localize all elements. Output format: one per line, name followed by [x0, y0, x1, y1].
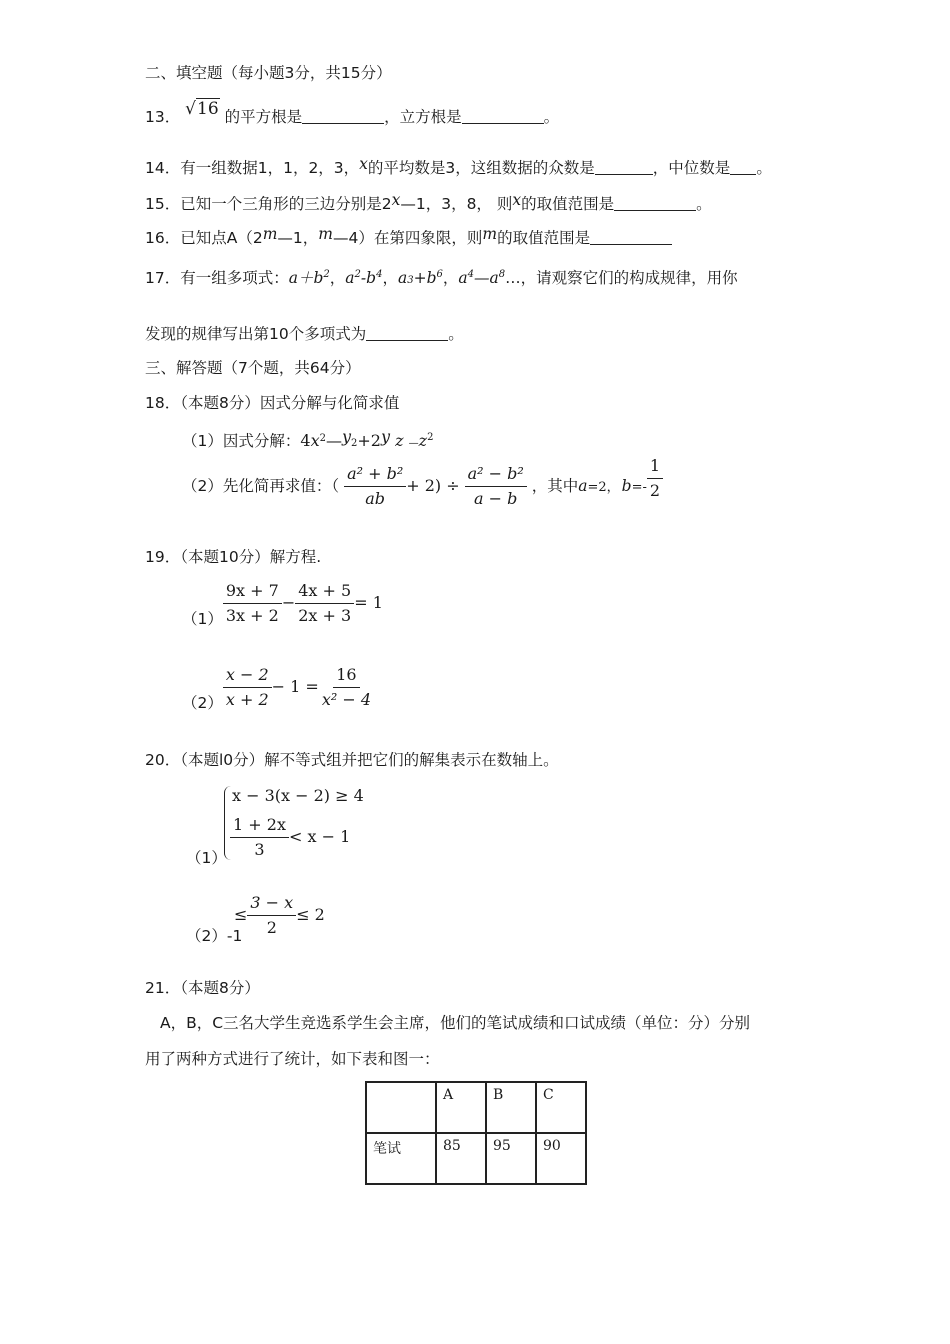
q15-blank-range[interactable]: [614, 196, 696, 211]
fraction-4x5-over-2x3: $\frac{4x + 5}{2x + 3}$: [295, 581, 354, 626]
table-header-row: [366, 1082, 586, 1133]
question-14: 14．有一组数据1，1，2，3，x的平均数是3，这组数据的众数是 ，中位数是 。: [145, 155, 772, 177]
q13-blank-cube-root[interactable]: [462, 109, 544, 124]
q14-blank-mode[interactable]: [595, 160, 653, 175]
question-19-part2: （2） $\frac{x - 2}{x + 2}$ − 1 = $\frac{16}{\text{x² − 4}}$: [182, 662, 374, 712]
poly-2: $a^2-b^4$: [345, 269, 383, 287]
question-17-line2: 发现的规律写出第10个多项式为 。: [145, 325, 464, 343]
question-17: 17．有一组多项式：$a+b^2$，$a^2-b^4$，$a3+b^6$，$a^4—a^8\dots$，请观察它们的构成规律，用你: [145, 269, 738, 287]
poly-1: $a+b^2$: [288, 269, 330, 287]
fraction-a2-plus-b2-over-ab: $\frac{\text{a² + b²}}{ab}$: [344, 464, 406, 509]
sqrt-16: √16: [185, 99, 219, 119]
fraction-one-half: $\frac{1}{2}$: [647, 456, 663, 501]
q17-blank-10th-polynomial[interactable]: [366, 326, 448, 341]
q14-blank-median[interactable]: [730, 160, 756, 175]
question-18-part2: （2）先化简再求值：（ $\frac{\text{a² + b²}}{ab}$ + 2) ÷ $\frac{\text{a² − b²}}{a - b}$ ，其中a=2， b=- $\frac{1}{2}$: [182, 462, 663, 512]
question-20-part1-label: （1）: [186, 849, 227, 867]
question-15: 15．已知一个三角形的三边分别是2x—1，3，8， 则x的取值范围是 。: [145, 191, 712, 213]
question-20-header: 20．（本题l0分）解不等式组并把它们的解集表示在数轴上。: [145, 751, 559, 769]
question-21-header: 21．（本题8分）: [145, 979, 260, 997]
table-row-label: 笔试: [366, 1133, 436, 1184]
fraction-16-over-x2-minus-4: $\frac{16}{\text{x² − 4}}$: [321, 665, 372, 709]
question-20-part2-label: （2）-1: [186, 927, 243, 945]
inequality-compound: ≤ $\frac{3 - x}{2}$ ≤ 2: [234, 893, 325, 937]
section-2-title: 二、填空题（每小题3分，共15分）: [145, 64, 392, 82]
poly-3: $a3+b^6$: [397, 269, 443, 287]
question-19-header: 19．（本题10分）解方程.: [145, 548, 322, 566]
q16-blank-range[interactable]: [590, 230, 672, 245]
table-header-a: A: [436, 1082, 486, 1133]
table-header-c: C: [536, 1082, 586, 1133]
question-18-header: 18．（本题8分）因式分解与化简求值: [145, 394, 400, 412]
question-21-paragraph-2: 用了两种方式进行了统计，如下表和图一：: [145, 1050, 440, 1068]
question-13: 13． √16 的平方根是 ，立方根是 。: [145, 99, 560, 126]
fraction-9x7-over-3x2: $\frac{9x + 7}{3x + 2}$: [223, 581, 282, 626]
table-cell: 85: [436, 1133, 486, 1184]
table-cell: 95: [486, 1133, 536, 1184]
fraction-a2-minus-b2-over-a-minus-b: $\frac{\text{a² − b²}}{a - b}$: [465, 464, 527, 509]
fraction-x-minus-2-over-x-plus-2: $\frac{x - 2}{x + 2}$: [223, 665, 272, 710]
question-21-paragraph-1: A，B，C三名大学生竞选系学生会主席，他们的笔试成绩和口试成绩（单位：分）分别: [160, 1014, 751, 1032]
table-cell: 90: [536, 1133, 586, 1184]
q13-blank-square-root[interactable]: [302, 109, 384, 124]
poly-4: $a^4—a^8$: [458, 269, 506, 287]
score-table: [365, 1081, 587, 1185]
question-19-part1: （1） $\frac{9x + 7}{3x + 2}$ − $\frac{4x + 5}{2x + 3}$ = 1: [182, 581, 383, 628]
q13-number: 13．: [145, 108, 181, 126]
section-3-title: 三、解答题（7个题，共64分）: [145, 359, 361, 377]
table-header-b: B: [486, 1082, 536, 1133]
inequality-1: x − 3(x − 2) ≥ 4: [232, 786, 364, 805]
factor-expression: $4x^2—y2+2y$ z $—z^2$: [300, 427, 434, 450]
fraction-3-minus-x-over-2: $\frac{3 - x}{2}$: [247, 893, 296, 938]
fraction-1-plus-2x-over-3: $\frac{1 + 2x}{3}$: [230, 815, 289, 860]
inequality-2: $\frac{1 + 2x}{3}$ < x − 1: [230, 814, 350, 860]
question-16: 16．已知点A（2m—1，m—4）在第四象限，则m的取值范围是: [145, 228, 672, 248]
table-cell: [366, 1082, 436, 1133]
table-row: [366, 1133, 586, 1184]
question-18-part1: （1）因式分解：$4x^2—y2+2y$ z $—z^2$: [182, 427, 434, 450]
